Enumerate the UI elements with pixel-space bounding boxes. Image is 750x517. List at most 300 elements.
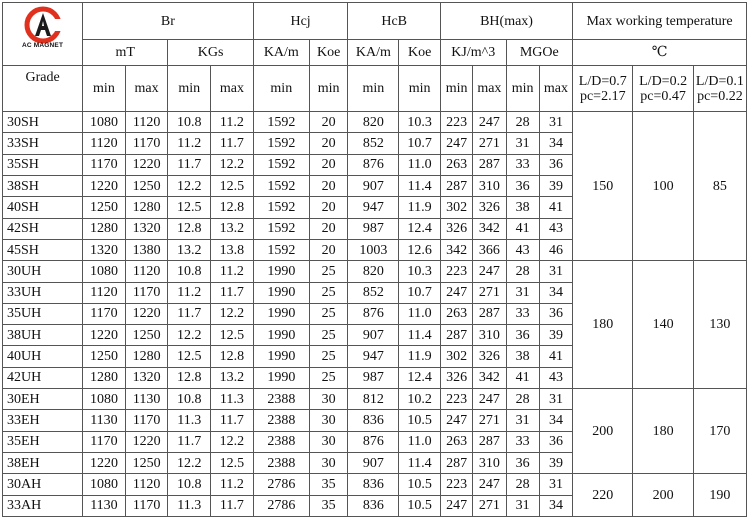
value-cell: 326 [473,197,506,218]
value-cell: 907 [348,175,399,196]
value-cell: 1592 [253,154,309,175]
max-temp-cell: 180 [573,261,633,389]
value-cell: 12.2 [168,175,211,196]
value-cell: 25 [309,325,347,346]
value-cell: 25 [309,282,347,303]
value-cell: 36 [539,303,572,324]
value-cell: 1080 [83,261,126,282]
max-label: max [125,66,168,112]
value-cell: 31 [539,389,572,410]
value-cell: 11.4 [399,175,441,196]
pc-label: pc=0.47 [640,88,686,104]
value-cell: 10.8 [168,112,211,133]
value-cell: 12.4 [399,218,441,239]
value-cell: 947 [348,197,399,218]
value-cell: 10.5 [399,410,441,431]
value-cell: 12.5 [168,346,211,367]
value-cell: 1120 [83,133,126,154]
value-cell: 287 [440,325,472,346]
max-temp-cell: 85 [693,112,746,261]
value-cell: 1170 [125,133,168,154]
grade-cell: 30EH [3,389,83,410]
value-cell: 20 [309,133,347,154]
max-temp-cell: 200 [633,474,693,517]
value-cell: 907 [348,325,399,346]
value-cell: 1170 [125,410,168,431]
value-cell: 11.7 [211,410,254,431]
value-cell: 1170 [83,431,126,452]
value-cell: 10.7 [399,133,441,154]
max-temp-cell: 190 [693,474,746,517]
value-cell: 1280 [83,218,126,239]
value-cell: 287 [440,453,472,474]
table-row [3,474,747,495]
value-cell: 1120 [125,112,168,133]
value-cell: 33 [506,154,539,175]
value-cell: 11.0 [399,431,441,452]
value-cell: 20 [309,239,347,260]
value-cell: 11.7 [211,495,254,516]
value-cell: 11.7 [211,282,254,303]
value-cell: 41 [506,367,539,388]
value-cell: 1120 [125,474,168,495]
value-cell: 31 [539,474,572,495]
value-cell: 12.6 [399,239,441,260]
value-cell: 38 [506,346,539,367]
value-cell: 11.7 [168,431,211,452]
value-cell: 812 [348,389,399,410]
value-cell: 987 [348,367,399,388]
value-cell: 302 [440,197,472,218]
value-cell: 25 [309,261,347,282]
value-cell: 247 [473,389,506,410]
value-cell: 12.8 [168,218,211,239]
value-cell: 2786 [253,495,309,516]
ac-magnet-logo [4,6,81,54]
value-cell: 34 [539,133,572,154]
value-cell: 1170 [125,282,168,303]
grade-cell: 35UH [3,303,83,324]
value-cell: 31 [506,410,539,431]
brand-name: AC MAGNET [21,42,64,49]
grade-cell: 38SH [3,175,83,196]
value-cell: 287 [473,431,506,452]
grade-cell: 30SH [3,112,83,133]
value-cell: 11.4 [399,453,441,474]
value-cell: 1320 [125,367,168,388]
value-cell: 271 [473,282,506,303]
value-cell: 1250 [125,175,168,196]
value-cell: 12.5 [211,175,254,196]
max-temp-cell: 180 [633,389,693,474]
value-cell: 20 [309,154,347,175]
value-cell: 1320 [83,239,126,260]
value-cell: 1120 [83,282,126,303]
value-cell: 43 [539,218,572,239]
table-row [3,261,747,282]
value-cell: 10.8 [168,261,211,282]
unit-koe: Koe [309,40,347,66]
value-cell: 11.2 [211,261,254,282]
value-cell: 1220 [83,453,126,474]
value-cell: 1170 [83,303,126,324]
grade-cell: 35SH [3,154,83,175]
value-cell: 247 [473,112,506,133]
value-cell: 1280 [125,346,168,367]
value-cell: 1280 [83,367,126,388]
value-cell: 342 [440,239,472,260]
grade-cell: 33SH [3,133,83,154]
value-cell: 1080 [83,112,126,133]
value-cell: 1220 [125,303,168,324]
value-cell: 28 [506,389,539,410]
value-cell: 263 [440,303,472,324]
min-label: min [83,66,126,112]
value-cell: 247 [440,133,472,154]
ld-pc-header-2 [633,66,693,112]
value-cell: 25 [309,367,347,388]
value-cell: 11.3 [211,389,254,410]
value-cell: 1592 [253,239,309,260]
value-cell: 11.4 [399,325,441,346]
value-cell: 11.9 [399,197,441,218]
value-cell: 836 [348,410,399,431]
value-cell: 287 [473,303,506,324]
value-cell: 11.0 [399,154,441,175]
max-temp-cell: 170 [693,389,746,474]
value-cell: 247 [440,282,472,303]
grade-cell: 30AH [3,474,83,495]
value-cell: 987 [348,218,399,239]
value-cell: 820 [348,261,399,282]
unit-kam: KA/m [348,40,399,66]
value-cell: 1080 [83,389,126,410]
value-cell: 30 [309,410,347,431]
value-cell: 1320 [125,218,168,239]
pc-label: pc=0.22 [697,88,743,104]
value-cell: 36 [539,431,572,452]
unit-celsius: ℃ [573,40,747,66]
value-cell: 10.3 [399,261,441,282]
value-cell: 11.3 [168,410,211,431]
value-cell: 947 [348,346,399,367]
value-cell: 326 [440,367,472,388]
max-temp-cell: 140 [633,261,693,389]
value-cell: 36 [539,154,572,175]
value-cell: 836 [348,474,399,495]
value-cell: 1592 [253,175,309,196]
value-cell: 1592 [253,133,309,154]
min-label: min [253,66,309,112]
value-cell: 1220 [125,154,168,175]
value-cell: 852 [348,133,399,154]
grade-cell: 42UH [3,367,83,388]
min-label: min [506,66,539,112]
br-header: Br [83,3,254,40]
table-row [3,112,747,133]
value-cell: 1170 [125,495,168,516]
value-cell: 271 [473,495,506,516]
bhmax-header: BH(max) [440,3,572,40]
value-cell: 12.2 [211,154,254,175]
value-cell: 35 [309,495,347,516]
value-cell: 28 [506,261,539,282]
value-cell: 12.4 [399,367,441,388]
value-cell: 223 [440,474,472,495]
grade-cell: 40SH [3,197,83,218]
value-cell: 1130 [125,389,168,410]
value-cell: 30 [309,389,347,410]
value-cell: 1080 [83,474,126,495]
value-cell: 247 [473,261,506,282]
value-cell: 271 [473,410,506,431]
grade-header: Grade [3,66,83,112]
value-cell: 1250 [83,197,126,218]
value-cell: 39 [539,175,572,196]
value-cell: 12.2 [168,453,211,474]
value-cell: 1220 [83,175,126,196]
grade-cell: 33UH [3,282,83,303]
value-cell: 1220 [83,325,126,346]
value-cell: 20 [309,197,347,218]
value-cell: 310 [473,453,506,474]
value-cell: 12.5 [211,325,254,346]
grade-cell: 38UH [3,325,83,346]
value-cell: 10.2 [399,389,441,410]
value-cell: 223 [440,112,472,133]
grade-cell: 33AH [3,495,83,516]
value-cell: 43 [506,239,539,260]
value-cell: 28 [506,474,539,495]
value-cell: 41 [539,346,572,367]
value-cell: 263 [440,431,472,452]
unit-kgs: KGs [168,40,253,66]
value-cell: 1990 [253,346,309,367]
max-temp-cell: 220 [573,474,633,517]
value-cell: 1380 [125,239,168,260]
value-cell: 223 [440,261,472,282]
value-cell: 31 [539,112,572,133]
value-cell: 11.7 [211,133,254,154]
value-cell: 36 [506,325,539,346]
value-cell: 25 [309,346,347,367]
value-cell: 12.5 [211,453,254,474]
value-cell: 271 [473,133,506,154]
value-cell: 1130 [83,495,126,516]
ld-label: L/D=0.7 [578,73,627,89]
value-cell: 247 [440,410,472,431]
value-cell: 1003 [348,239,399,260]
value-cell: 12.2 [211,303,254,324]
header-row-3 [3,66,747,112]
grade-rows [3,112,747,517]
value-cell: 1250 [125,453,168,474]
grade-cell: 40UH [3,346,83,367]
min-label: min [168,66,211,112]
max-temp-cell: 100 [633,112,693,261]
ld-pc-header-3 [693,66,746,112]
table-row [3,389,747,410]
max-temp-cell: 150 [573,112,633,261]
value-cell: 876 [348,154,399,175]
value-cell: 11.0 [399,303,441,324]
value-cell: 836 [348,495,399,516]
min-label: min [399,66,441,112]
value-cell: 13.8 [211,239,254,260]
max-label: max [473,66,506,112]
value-cell: 1120 [125,261,168,282]
value-cell: 12.8 [211,346,254,367]
value-cell: 10.8 [168,474,211,495]
value-cell: 11.7 [168,154,211,175]
value-cell: 20 [309,112,347,133]
grade-cell: 30UH [3,261,83,282]
grade-cell: 45SH [3,239,83,260]
value-cell: 11.2 [211,112,254,133]
value-cell: 12.2 [168,325,211,346]
ld-pc-header-1 [573,66,633,112]
value-cell: 326 [473,346,506,367]
value-cell: 1170 [83,154,126,175]
value-cell: 2388 [253,389,309,410]
value-cell: 907 [348,453,399,474]
value-cell: 20 [309,218,347,239]
value-cell: 342 [473,218,506,239]
value-cell: 247 [473,474,506,495]
unit-mgoe: MGOe [506,40,573,66]
value-cell: 33 [506,303,539,324]
value-cell: 287 [440,175,472,196]
value-cell: 1130 [83,410,126,431]
unit-kjm3: KJ/m^3 [440,40,506,66]
value-cell: 247 [440,495,472,516]
min-label: min [309,66,347,112]
value-cell: 342 [473,367,506,388]
value-cell: 366 [473,239,506,260]
value-cell: 302 [440,346,472,367]
value-cell: 31 [539,261,572,282]
value-cell: 10.5 [399,474,441,495]
unit-koe: Koe [399,40,441,66]
value-cell: 33 [506,431,539,452]
value-cell: 30 [309,453,347,474]
grade-cell: 38EH [3,453,83,474]
value-cell: 34 [539,495,572,516]
value-cell: 39 [539,325,572,346]
value-cell: 2388 [253,410,309,431]
value-cell: 12.8 [211,197,254,218]
value-cell: 34 [539,410,572,431]
value-cell: 28 [506,112,539,133]
value-cell: 41 [506,218,539,239]
value-cell: 39 [539,453,572,474]
value-cell: 263 [440,154,472,175]
header-row-2 [3,40,747,66]
value-cell: 36 [506,175,539,196]
value-cell: 2388 [253,431,309,452]
value-cell: 13.2 [211,367,254,388]
hcb-header: HcB [348,3,441,40]
value-cell: 11.2 [168,282,211,303]
value-cell: 25 [309,303,347,324]
value-cell: 38 [506,197,539,218]
value-cell: 1592 [253,197,309,218]
value-cell: 1250 [125,325,168,346]
max-label: max [211,66,254,112]
grade-cell: 35EH [3,431,83,452]
value-cell: 852 [348,282,399,303]
value-cell: 876 [348,431,399,452]
pc-label: pc=2.17 [579,88,626,104]
ld-label: L/D=0.2 [639,73,688,89]
value-cell: 1280 [125,197,168,218]
value-cell: 31 [506,282,539,303]
logo-cell [3,3,83,66]
value-cell: 310 [473,175,506,196]
ld-label: L/D=0.1 [695,73,744,89]
value-cell: 1592 [253,218,309,239]
value-cell: 11.2 [211,474,254,495]
value-cell: 1990 [253,367,309,388]
value-cell: 43 [539,367,572,388]
value-cell: 1250 [83,346,126,367]
value-cell: 1990 [253,282,309,303]
max-temp-header: Max working temperature [573,3,747,40]
value-cell: 10.7 [399,282,441,303]
value-cell: 12.5 [168,197,211,218]
value-cell: 11.3 [168,495,211,516]
value-cell: 11.9 [399,346,441,367]
value-cell: 11.2 [168,133,211,154]
value-cell: 1592 [253,112,309,133]
value-cell: 31 [506,133,539,154]
value-cell: 287 [473,154,506,175]
unit-kam: KA/m [253,40,309,66]
magnet-spec-table [2,2,747,517]
max-label: max [539,66,572,112]
value-cell: 326 [440,218,472,239]
unit-mt: mT [83,40,168,66]
value-cell: 1990 [253,261,309,282]
value-cell: 223 [440,389,472,410]
value-cell: 34 [539,282,572,303]
value-cell: 1990 [253,303,309,324]
hcj-header: Hcj [253,3,348,40]
value-cell: 46 [539,239,572,260]
value-cell: 12.8 [168,367,211,388]
value-cell: 30 [309,431,347,452]
value-cell: 2786 [253,474,309,495]
value-cell: 31 [506,495,539,516]
value-cell: 10.3 [399,112,441,133]
value-cell: 20 [309,175,347,196]
value-cell: 35 [309,474,347,495]
value-cell: 13.2 [211,218,254,239]
value-cell: 10.8 [168,389,211,410]
grade-cell: 42SH [3,218,83,239]
value-cell: 820 [348,112,399,133]
value-cell: 310 [473,325,506,346]
value-cell: 41 [539,197,572,218]
value-cell: 12.2 [211,431,254,452]
value-cell: 2388 [253,453,309,474]
value-cell: 11.7 [168,303,211,324]
value-cell: 1220 [125,431,168,452]
header-row-1 [3,3,747,40]
value-cell: 36 [506,453,539,474]
max-temp-cell: 130 [693,261,746,389]
grade-cell: 33EH [3,410,83,431]
